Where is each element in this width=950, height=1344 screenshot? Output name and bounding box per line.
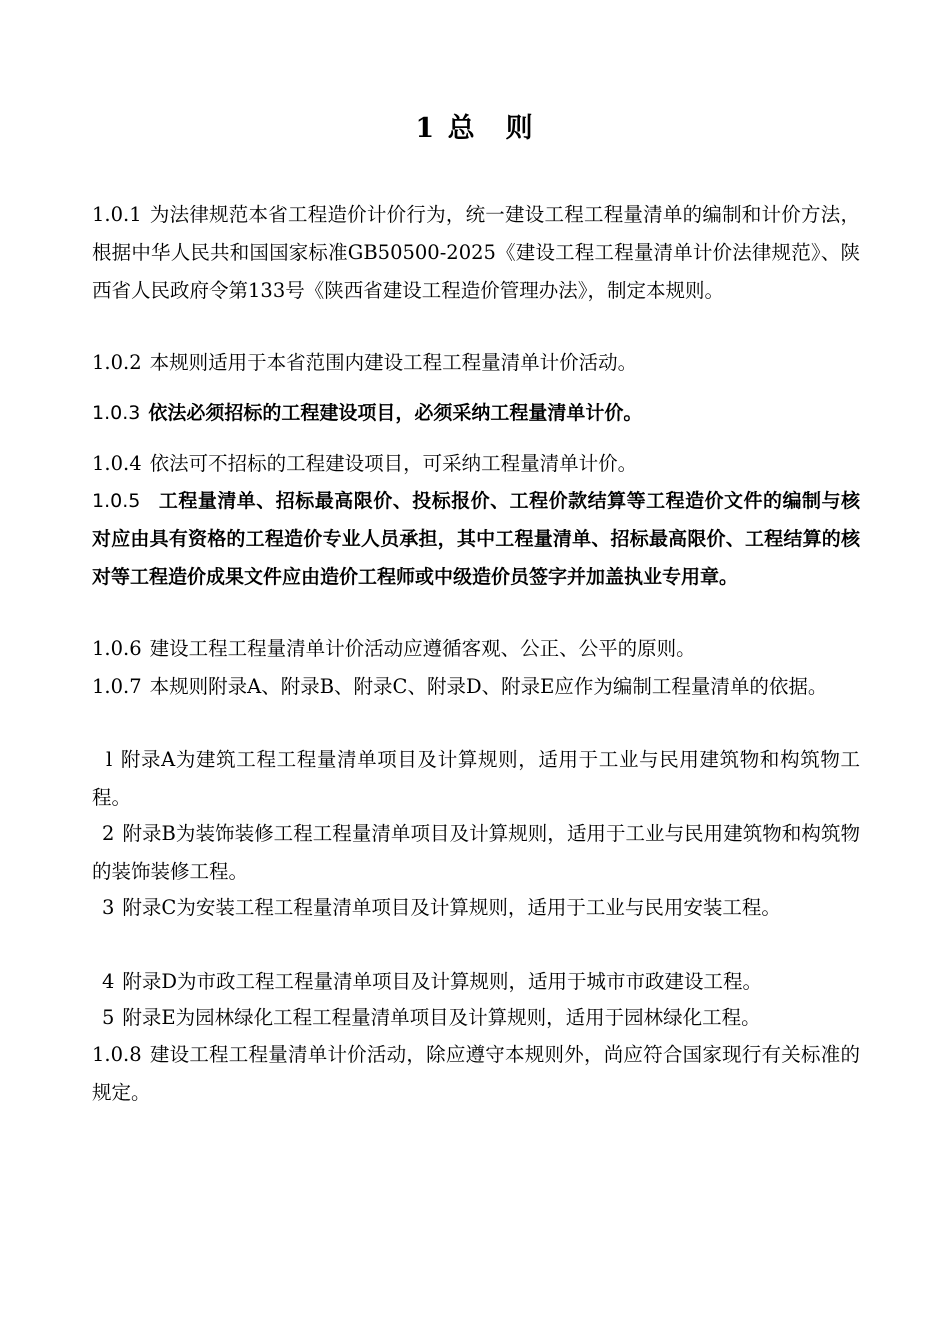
clause-1-0-8 [92, 1036, 860, 1112]
item-number: 5 [102, 1006, 115, 1029]
item-text: 附录B为装饰装修工程工程量清单项目及计算规则，适用于工业与民用建筑物和构筑物的装饰装修工程。 [92, 822, 860, 883]
clause-number: 1.0.5 [92, 490, 141, 512]
item-text: 附录D为市政工程工程量清单项目及计算规则，适用于城市市政建设工程。 [122, 970, 763, 993]
item-number: 2 [102, 822, 115, 845]
clause-text: 建设工程工程量清单计价活动应遵循客观、公正、公平的原则。 [149, 637, 696, 660]
appendix-item [92, 999, 860, 1037]
clause-text: 依法可不招标的工程建设项目，可采纳工程量清单计价。 [149, 452, 638, 475]
item-number: 3 [102, 896, 115, 919]
clause-number: 1.0.4 [92, 452, 142, 475]
clause-1-0-5 [92, 482, 860, 596]
clause-1-0-3 [92, 394, 860, 432]
appendix-item [92, 963, 860, 1001]
clause-text: 工程量清单、招标最高限价、投标报价、工程价款结算等工程造价文件的编制与核对应由具有资格的工程造价专业人员承担，其中工程量清单、招标最高限价、工程结算的核对等工程造价成果文件应由造价工程师或中级造价员签字并加盖执业专用章。 [92, 490, 860, 588]
clause-text: 为法律规范本省工程造价计价行为，统一建设工程工程量清单的编制和计价方法，根据中华人民共和国国家标准GB50500-2025《建设工程工程量清单计价法律规范》、陕西省人民政府令第133号《陕西省建设工程造价管理办法》，制定本规则。 [92, 203, 860, 302]
clause-1-0-7 [92, 668, 860, 706]
clause-text: 依法必须招标的工程建设项目，必须采纳工程量清单计价。 [148, 402, 643, 424]
clause-text: 本规则适用于本省范围内建设工程工程量清单计价活动。 [149, 351, 638, 374]
clause-number: 1.0.1 [92, 203, 142, 226]
clause-1-0-2 [92, 344, 860, 382]
clause-1-0-1 [92, 196, 860, 310]
appendix-item [92, 889, 860, 927]
item-number: 4 [102, 970, 115, 993]
clause-number: 1.0.7 [92, 675, 142, 698]
clause-number: 1.0.8 [92, 1043, 142, 1066]
page-title: 1 总 则 [415, 113, 535, 144]
clause-number: 1.0.6 [92, 637, 142, 660]
clause-number: 1.0.2 [92, 351, 142, 374]
item-text: 附录C为安装工程工程量清单项目及计算规则，适用于工业与民用安装工程。 [122, 896, 781, 919]
clause-number: 1.0.3 [92, 402, 141, 424]
clause-1-0-6 [92, 630, 860, 668]
clause-text: 建设工程工程量清单计价活动，除应遵守本规则外，尚应符合国家现行有关标准的规定。 [92, 1043, 860, 1104]
appendix-item [92, 815, 860, 891]
item-text: 附录A为建筑工程工程量清单项目及计算规则，适用于工业与民用建筑物和构筑物工程。 [92, 748, 860, 809]
clause-1-0-4 [92, 445, 860, 483]
appendix-item [92, 741, 860, 817]
item-text: 附录E为园林绿化工程工程量清单项目及计算规则，适用于园林绿化工程。 [122, 1006, 761, 1029]
item-number: l [106, 748, 113, 771]
clause-text: 本规则附录A、附录B、附录C、附录D、附录E应作为编制工程量清单的依据。 [149, 675, 828, 698]
